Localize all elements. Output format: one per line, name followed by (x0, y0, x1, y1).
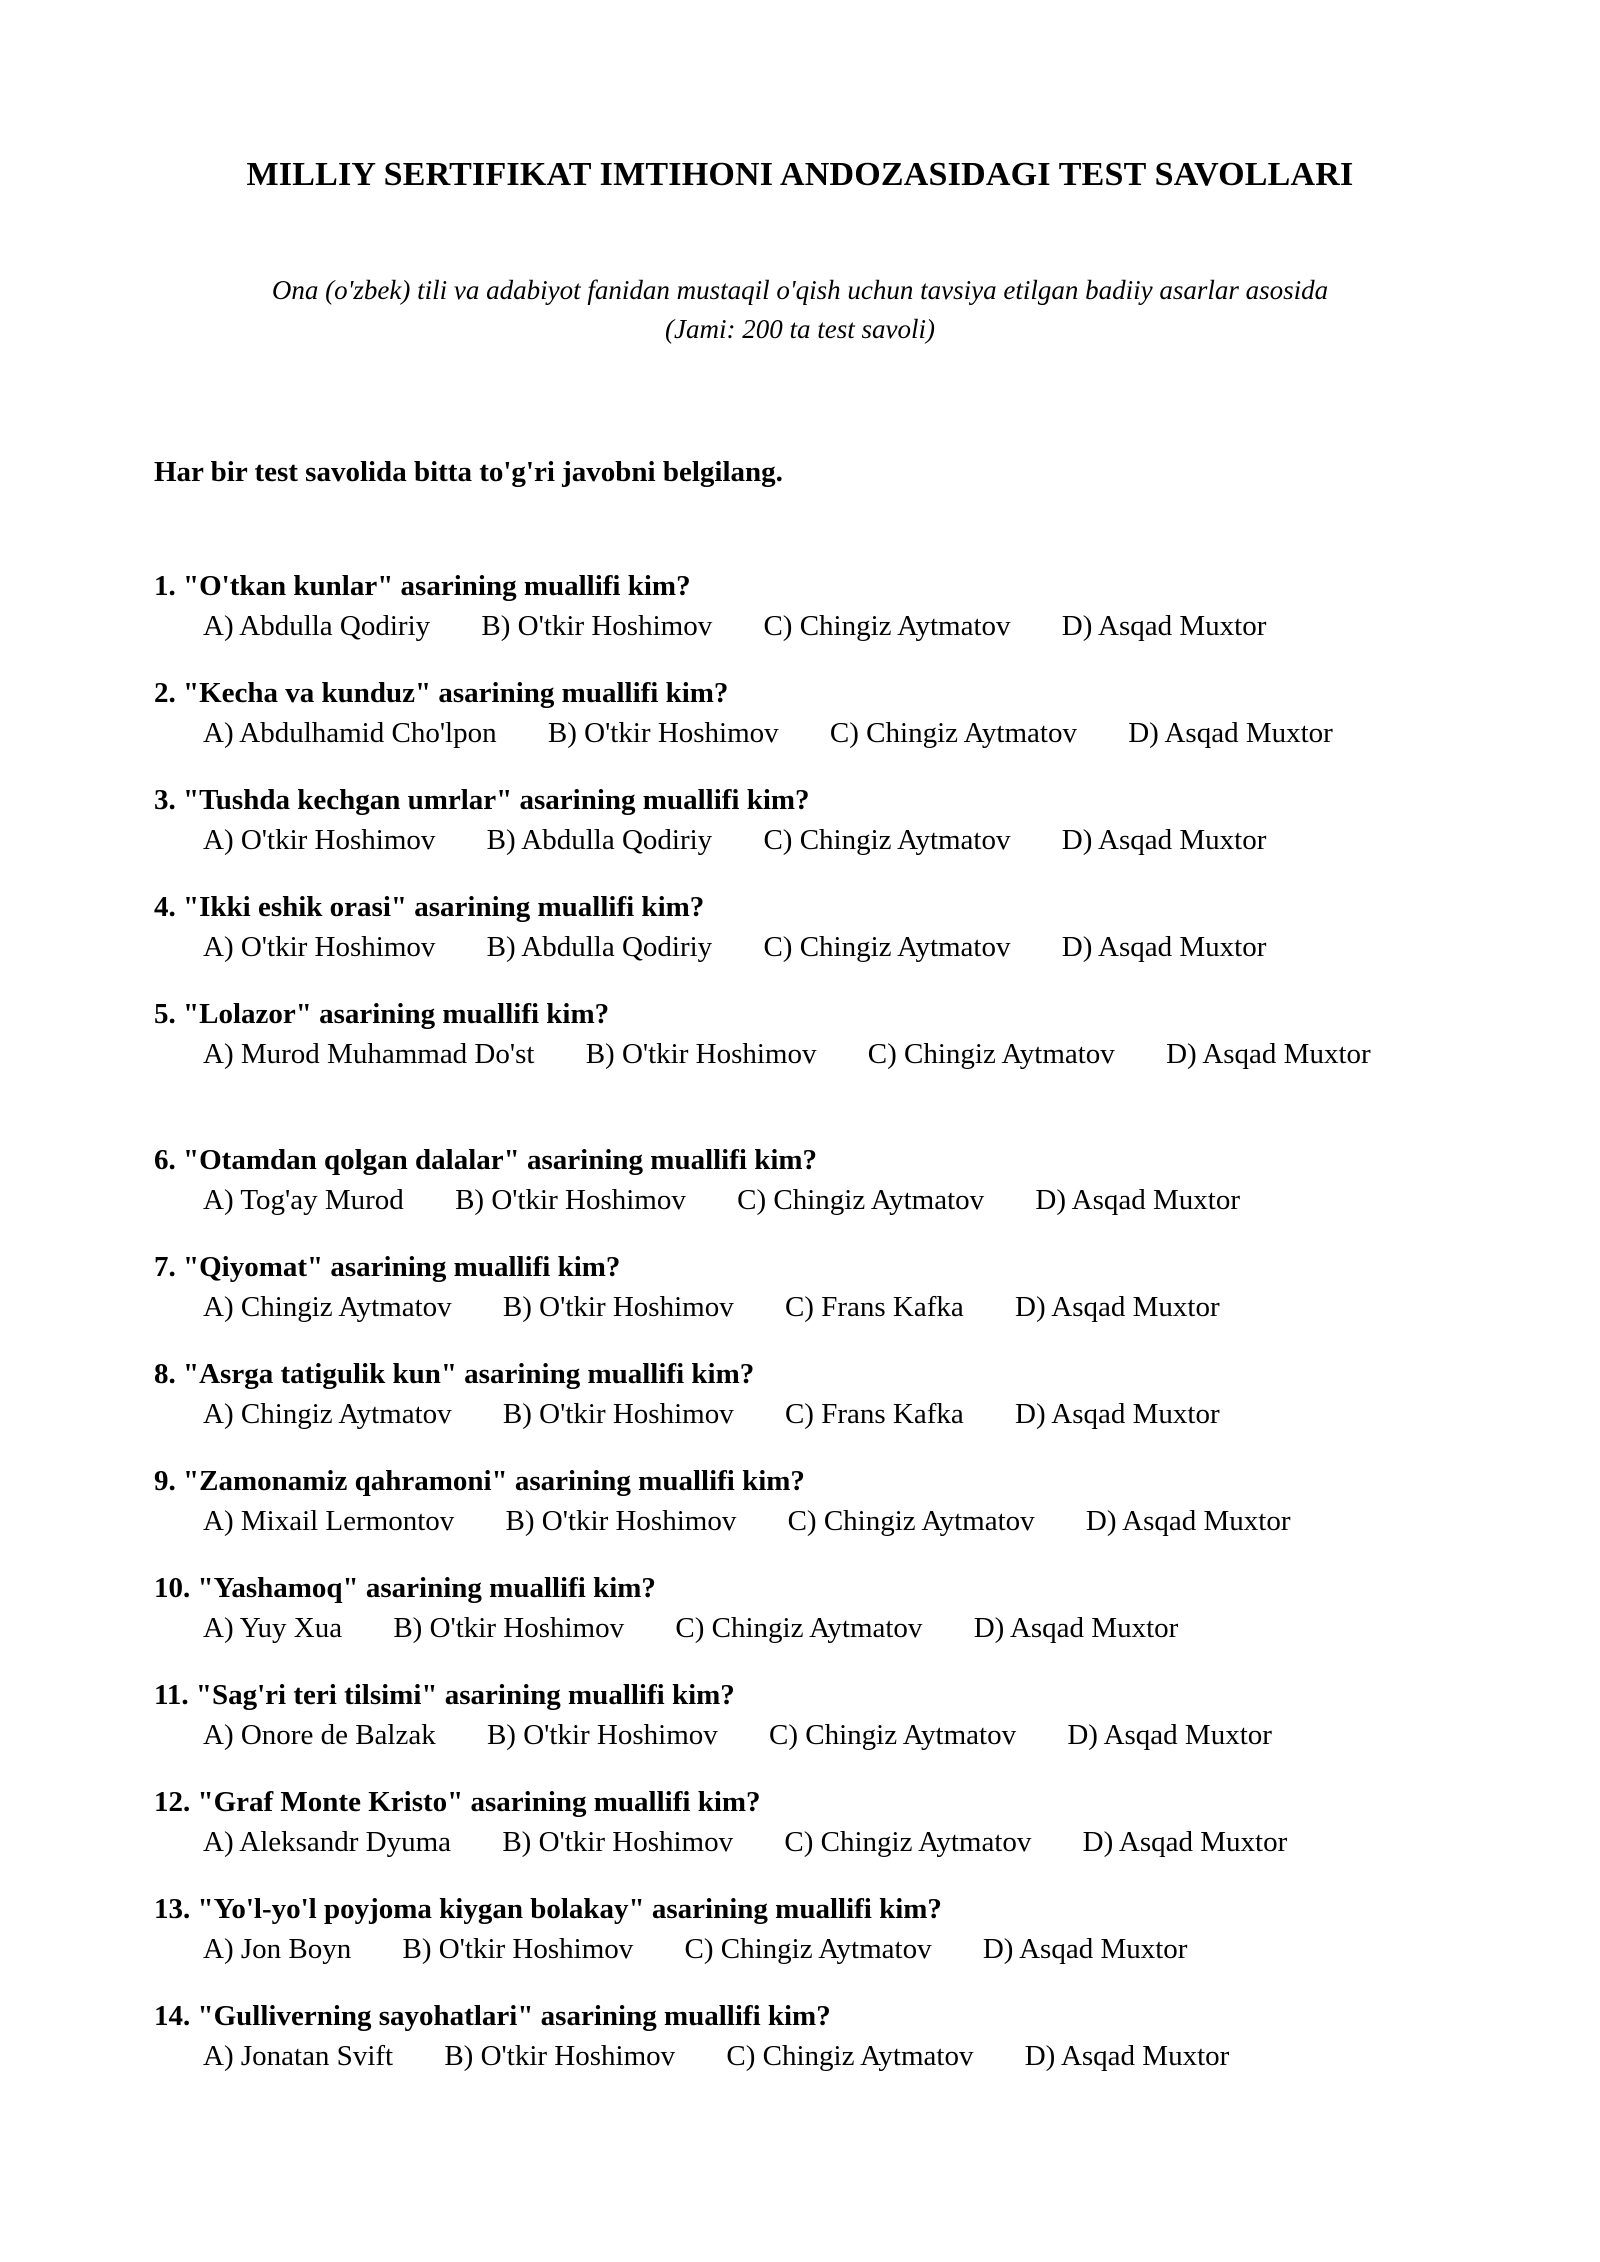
question-text: 7. "Qiyomat" asarining muallifi kim? (154, 1251, 621, 1283)
answer-option-a: A) Jon Boyn (203, 1933, 352, 1965)
question-text: 6. "Otamdan qolgan dalalar" asarining muallifi kim? (154, 1144, 818, 1176)
question-item (154, 889, 1454, 987)
question-item (154, 1570, 1454, 1668)
answer-options (154, 712, 1405, 773)
question-text: 13. "Yo'l-yo'l poyjoma kiygan bolakay" asarining muallifi kim? (154, 1893, 942, 1925)
answer-option-a: A) Onore de Balzak (203, 1719, 436, 1751)
answer-option-a: A) Murod Muhammad Do'st (203, 1038, 535, 1070)
answer-option-d: D) Asqad Muxtor (1166, 1038, 1371, 1070)
answer-option-b: B) O'tkir Hoshimov (393, 1612, 625, 1644)
subtitle-line-1: Ona (o'zbek) tili va adabiyot fanidan mustaqil o'qish uchun tavsiya etilgan badiiy asarlar asosida (271, 275, 1329, 305)
question-list (154, 568, 1454, 2105)
answer-option-c: C) Chingiz Aytmatov (763, 931, 1011, 963)
question-item (154, 1784, 1454, 1882)
question-text: 10. "Yashamoq" asarining muallifi kim? (154, 1572, 656, 1604)
answer-option-c: C) Frans Kafka (784, 1398, 964, 1430)
instruction-text: Har bir test savolida bitta to'g'ri javobni belgilang. (154, 456, 783, 488)
question-text: 14. "Gulliverning sayohatlari" asarining muallifi kim? (154, 2000, 831, 2032)
question-item (154, 1998, 1454, 2096)
answer-option-d: D) Asqad Muxtor (1015, 1291, 1220, 1323)
answer-option-b: B) O'tkir Hoshimov (455, 1184, 686, 1216)
answer-option-a: A) Mixail Lermontov (203, 1505, 455, 1537)
answer-option-b: B) O'tkir Hoshimov (486, 1719, 718, 1751)
question-item (154, 675, 1454, 773)
answer-option-a: A) Jonatan Svift (203, 2040, 394, 2072)
answer-option-b: B) O'tkir Hoshimov (502, 1291, 734, 1323)
answer-option-a: A) Chingiz Aytmatov (203, 1291, 452, 1323)
question-item (154, 1249, 1454, 1347)
question-text: 5. "Lolazor" asarining muallifi kim? (154, 998, 610, 1030)
question-item (154, 1142, 1454, 1240)
question-text: 9. "Zamonamiz qahramoni" asarining muallifi kim? (154, 1465, 805, 1497)
page-title: MILLIY SERTIFIKAT IMTIHONI ANDOZASIDAGI TEST SAVOLLARI (246, 156, 1354, 193)
question-item (154, 1677, 1454, 1775)
answer-option-c: C) Chingiz Aytmatov (784, 1826, 1032, 1858)
question-item (154, 1463, 1454, 1561)
answer-option-d: D) Asqad Muxtor (982, 1933, 1188, 1965)
question-text: 3. "Tushda kechgan umrlar" asarining muallifi kim? (154, 784, 810, 816)
question-item (154, 1891, 1454, 1989)
answer-options (154, 605, 1405, 666)
answer-options (154, 1928, 1405, 1989)
answer-option-b: B) O'tkir Hoshimov (547, 717, 779, 749)
answer-option-d: D) Asqad Muxtor (1085, 1505, 1291, 1537)
answer-options (154, 1607, 1405, 1668)
answer-option-d: D) Asqad Muxtor (1035, 1184, 1241, 1216)
answer-option-a: A) Abdulla Qodiriy (203, 610, 431, 642)
answer-option-d: D) Asqad Muxtor (1061, 824, 1267, 856)
answer-options (154, 1821, 1405, 1882)
answer-option-a: A) O'tkir Hoshimov (203, 931, 436, 963)
answer-option-d: D) Asqad Muxtor (1082, 1826, 1288, 1858)
question-item (154, 568, 1454, 666)
answer-options (154, 926, 1405, 987)
subtitle-line-2: (Jami: 200 ta test savoli) (665, 314, 935, 344)
answer-option-c: C) Chingiz Aytmatov (787, 1505, 1035, 1537)
answer-option-b: B) O'tkir Hoshimov (502, 1826, 734, 1858)
answer-option-a: A) Aleksandr Dyuma (203, 1826, 452, 1858)
answer-option-c: C) Chingiz Aytmatov (769, 1719, 1017, 1751)
answer-option-d: D) Asqad Muxtor (1061, 931, 1267, 963)
question-text: 12. "Graf Monte Kristo" asarining muallifi kim? (154, 1786, 761, 1818)
answer-option-b: B) O'tkir Hoshimov (502, 1398, 734, 1430)
answer-option-b: B) O'tkir Hoshimov (444, 2040, 676, 2072)
answer-option-c: C) Chingiz Aytmatov (684, 1933, 932, 1965)
answer-option-b: B) Abdulla Qodiriy (486, 931, 713, 963)
answer-option-b: B) O'tkir Hoshimov (585, 1038, 817, 1070)
answer-option-d: D) Asqad Muxtor (1061, 610, 1267, 642)
answer-option-c: C) Chingiz Aytmatov (763, 610, 1011, 642)
answer-option-c: C) Chingiz Aytmatov (867, 1038, 1115, 1070)
answer-option-a: A) O'tkir Hoshimov (203, 824, 436, 856)
answer-option-d: D) Asqad Muxtor (1015, 1398, 1220, 1430)
answer-option-d: D) Asqad Muxtor (973, 1612, 1179, 1644)
answer-options (154, 1500, 1405, 1561)
answer-option-c: C) Chingiz Aytmatov (726, 2040, 974, 2072)
question-item (154, 1356, 1454, 1454)
question-text: 11. "Sag'ri teri tilsimi" asarining muallifi kim? (154, 1679, 735, 1711)
answer-option-a: A) Abdulhamid Cho'lpon (203, 717, 497, 749)
answer-option-c: C) Frans Kafka (784, 1291, 964, 1323)
question-text: 4. "Ikki eshik orasi" asarining muallifi kim? (154, 891, 705, 923)
answer-option-b: B) O'tkir Hoshimov (402, 1933, 634, 1965)
answer-option-a: A) Tog'ay Murod (203, 1184, 404, 1216)
answer-option-c: C) Chingiz Aytmatov (737, 1184, 985, 1216)
answer-option-d: D) Asqad Muxtor (1067, 1719, 1272, 1751)
answer-options (154, 1286, 1405, 1347)
question-text: 8. "Asrga tatigulik kun" asarining muallifi kim? (154, 1358, 755, 1390)
question-text: 1. "O'tkan kunlar" asarining muallifi kim? (154, 570, 691, 602)
answer-options (154, 2035, 1405, 2096)
answer-option-a: A) Yuy Xua (203, 1612, 343, 1644)
answer-options (154, 1179, 1405, 1240)
answer-options (154, 1393, 1405, 1454)
answer-options (154, 1714, 1405, 1775)
answer-option-b: B) O'tkir Hoshimov (505, 1505, 737, 1537)
answer-options (154, 1033, 1405, 1133)
answer-option-b: B) Abdulla Qodiriy (486, 824, 713, 856)
question-text: 2. "Kecha va kunduz" asarining muallifi kim? (154, 677, 729, 709)
answer-option-d: D) Asqad Muxtor (1024, 2040, 1230, 2072)
answer-option-c: C) Chingiz Aytmatov (763, 824, 1011, 856)
answer-option-a: A) Chingiz Aytmatov (203, 1398, 452, 1430)
answer-option-c: C) Chingiz Aytmatov (829, 717, 1077, 749)
answer-option-d: D) Asqad Muxtor (1128, 717, 1333, 749)
answer-option-b: B) O'tkir Hoshimov (481, 610, 713, 642)
answer-option-c: C) Chingiz Aytmatov (675, 1612, 923, 1644)
question-item (154, 782, 1454, 880)
question-item (154, 996, 1454, 1133)
answer-options (154, 819, 1405, 880)
